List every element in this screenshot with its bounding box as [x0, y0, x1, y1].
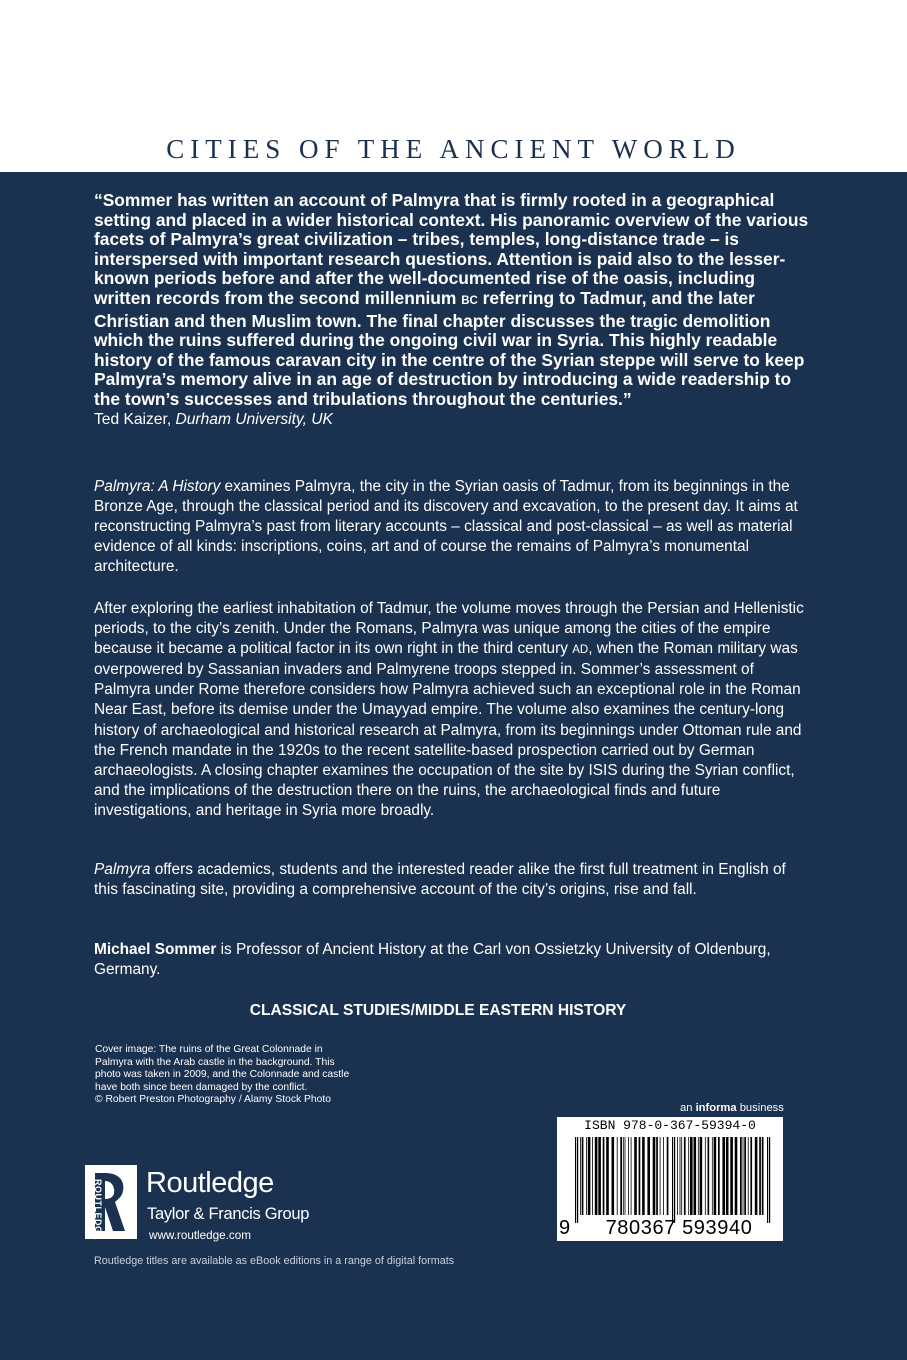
description-paragraph — [94, 860, 814, 900]
barcode-bar — [653, 1137, 656, 1215]
isbn-number: ISBN 978-0-367-59394-0 — [584, 1118, 756, 1133]
isbn-barcode — [557, 1117, 783, 1241]
tagline-part: business — [736, 1102, 784, 1114]
barcode-bar — [677, 1137, 678, 1215]
barcode-bar — [681, 1137, 682, 1215]
barcode-bar — [647, 1137, 650, 1215]
barcode-bar — [712, 1137, 713, 1215]
barcode-bar — [740, 1137, 742, 1215]
description-paragraph — [94, 599, 814, 821]
barcode-bar — [759, 1137, 761, 1215]
informa-tagline — [680, 1102, 784, 1114]
barcode-bar — [606, 1137, 609, 1215]
credit-line: Cover image: The ruins of the Great Colonnade in — [95, 1044, 323, 1055]
barcode-bar — [612, 1137, 615, 1215]
barcode-bar — [592, 1137, 593, 1215]
barcode-bar — [580, 1137, 581, 1215]
barcode-bar — [743, 1137, 744, 1215]
barcode-guard-bar — [672, 1137, 673, 1223]
barcode-bar — [582, 1137, 584, 1215]
barcode-bar — [690, 1137, 693, 1215]
tagline-part: an — [680, 1102, 696, 1114]
barcode-guard-bar — [674, 1137, 675, 1223]
cover-image-credit — [95, 1044, 370, 1107]
paragraph-text: is Professor of Ancient History at the Carl von Ossietzky University of Oldenburg, Germany. — [94, 941, 771, 979]
ebook-note: Routledge titles are available as eBook editions in a range of digital formats — [94, 1255, 455, 1267]
barcode-bar — [598, 1137, 601, 1215]
barcode-bar — [744, 1137, 746, 1215]
endorsement-quote — [94, 191, 814, 429]
credit-line: have both since been damaged by the conflict. — [95, 1081, 308, 1093]
barcode-bar — [755, 1137, 758, 1215]
informa-wordmark: informa — [695, 1102, 737, 1114]
barcode-bar — [684, 1137, 686, 1215]
barcode-bar — [586, 1137, 587, 1215]
quote-affiliation: Durham University, UK — [175, 410, 333, 428]
barcode-bar — [735, 1137, 738, 1215]
quote-text-part: referring to Tadmur, and the later Christian and then Muslim town. The final chapter discusses the tragic demolition which the ruins suffered during the ongoing civil war in Syria. This highly readable history of the famous caravan city in the centre of the Syrian steppe will serve to keep Palmyra’s memory alive in an age of destruction by introducing a wide readership to the town’s successes and tribulations throughout the centuries.” — [94, 287, 805, 409]
barcode-guard-bar — [767, 1137, 768, 1223]
barcode-bar — [620, 1137, 622, 1215]
subject-category: CLASSICAL STUDIES/MIDDLE EASTERN HISTORY — [249, 1002, 627, 1019]
barcode-guard-bar — [575, 1137, 576, 1223]
barcode-bar — [595, 1137, 598, 1215]
paragraph-text: , when the Roman military was overpowered by Sassanian invaders and Palmyrene troops stepped in. Sommer’s assessment of Palmyra under Rome therefore considers how Palmyra achieved such an exceptional role in the Roman Near East, before its demise under the Umayyad empire. The volume also examines the century-long history of archaeological and historical research at Palmyra, from its beginnings under Ottoman rule and the French mandate in the 1920s to the recent satellite-based prospection carried out by German archaeologists. A closing chapter examines the occupation of the site by ISIS during the Syrian conflict, and the implications of the destruction there on the ruins, the archaeological finds and future investigations, and heritage in Syria more broadly. — [94, 640, 802, 819]
barcode-bar — [656, 1137, 658, 1215]
credit-line: © Robert Preston Photography / Alamy Stock Photo — [95, 1094, 331, 1106]
barcode-bar — [748, 1137, 749, 1215]
barcode-bar — [634, 1137, 637, 1215]
barcode-bar — [700, 1137, 703, 1215]
barcode-bar — [750, 1137, 752, 1215]
ean-digits: 780367 593940 — [605, 1217, 753, 1239]
quote-text-part: “Sommer has written an account of Palmyra that is firmly rooted in a geographical setting and placed in a wider historical context. His panoramic overview of the various facets of Palmyra’s great civilization – tribes, temples, long-distance trade – is interspersed with important research questions. Attention is paid also to the lesser-known periods before and after the well-documented rise of the oasis, including written records from the second millennium — [94, 190, 809, 308]
barcode-bar — [631, 1137, 632, 1215]
barcode-bar — [603, 1137, 605, 1215]
barcode-bar — [660, 1137, 661, 1215]
publisher-group: Taylor & Francis Group — [147, 1205, 310, 1223]
barcode-bar — [663, 1137, 664, 1215]
barcode-bar — [642, 1137, 645, 1215]
barcode-bar — [688, 1137, 689, 1215]
barcode-bar — [722, 1137, 725, 1215]
quote-author: Ted Kaizer, — [94, 410, 176, 428]
barcode-bar — [694, 1137, 697, 1215]
credit-line: Palmyra with the Arab castle in the background. This — [95, 1056, 335, 1068]
paragraph-text: offers academics, students and the interested reader alike the first full treatment in English of this fascinating site, providing a comprehensive account of the city’s origins, rise and fall. — [94, 861, 786, 899]
barcode-bar — [623, 1137, 624, 1215]
paragraph-text: After exploring the earliest inhabitation of Tadmur, the volume moves through the Persian and Hellenistic periods, to the city’s zenith. Under the Romans, Palmyra was unique among the cities of the empire because it became a political factor in its own right in the third century — [94, 600, 804, 658]
barcode-bar — [667, 1137, 669, 1215]
credit-line: photo was taken in 2009, and the Colonnade and castle — [95, 1069, 350, 1081]
ean-first-digit: 9 — [559, 1217, 571, 1239]
barcode-bar — [588, 1137, 591, 1215]
book-title: Palmyra — [94, 861, 151, 878]
era-abbrev: BC — [461, 294, 478, 307]
author-bio — [94, 940, 814, 980]
barcode-bar — [708, 1137, 710, 1215]
series-title: CITIES OF THE ANCIENT WORLD — [166, 134, 741, 164]
description-paragraph — [94, 477, 814, 577]
barcode-guard-bar — [577, 1137, 578, 1223]
barcode-bar — [714, 1137, 717, 1215]
barcode-bar — [705, 1137, 706, 1215]
barcode-bar — [617, 1137, 618, 1215]
barcode-bar — [730, 1137, 733, 1215]
barcode-bar — [639, 1137, 641, 1215]
paragraph-text: examines Palmyra, the city in the Syrian oasis of Tadmur, from its beginnings in the Bronze Age, through the classical period and its discovery and excavation, to the present day. It aims at reconstructing Palmyra’s past from literary accounts – classical and post-classical – as well as material evidence of all kinds: inscriptions, coins, art and of course the remains of Palmyra’s monumental architecture. — [94, 478, 798, 576]
logo-vertical-text: ROUTLEDGE — [93, 1179, 103, 1241]
barcode-bar — [625, 1137, 626, 1215]
barcode-bar — [726, 1137, 729, 1215]
barcode-bar — [680, 1137, 681, 1215]
barcode-bar — [628, 1137, 629, 1215]
quote-attribution — [94, 410, 814, 429]
author-name: Michael Sommer — [94, 941, 217, 958]
quote-text — [94, 191, 814, 410]
barcode-bar — [718, 1137, 720, 1215]
era-abbrev: AD — [572, 644, 589, 657]
barcode-guard-bar — [769, 1137, 770, 1223]
book-title: Palmyra: A History — [94, 478, 221, 495]
barcode-bar — [762, 1137, 764, 1215]
barcode-bar — [698, 1137, 699, 1215]
publisher-name: Routledge — [146, 1167, 274, 1199]
publisher-url[interactable]: www.routledge.com — [149, 1229, 251, 1242]
